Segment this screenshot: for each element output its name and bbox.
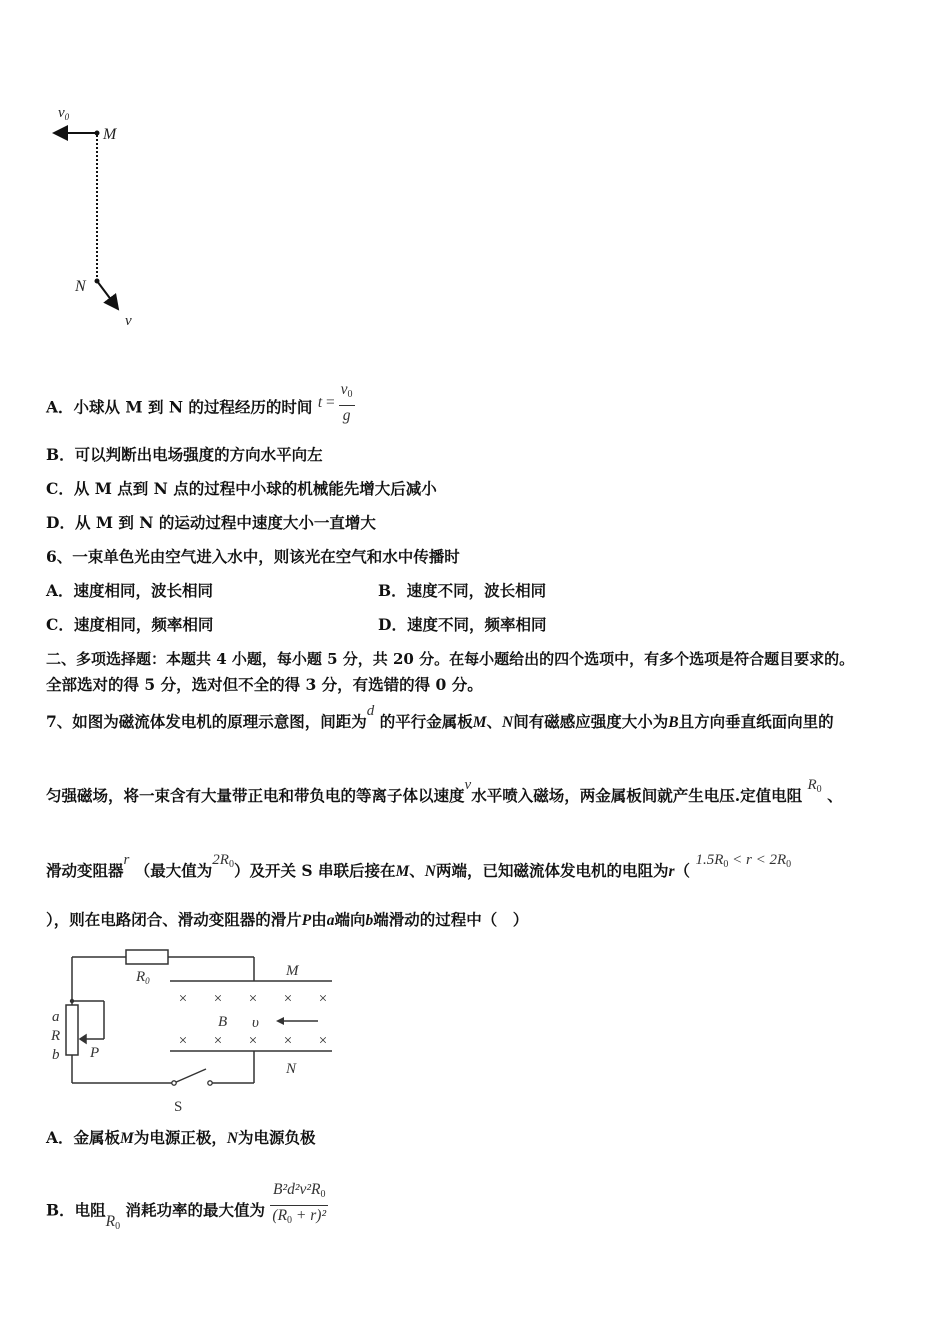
q5-option-d[interactable]: D．从 M 到 N 的运动过程中速度大小一直增大 bbox=[46, 513, 376, 532]
field-cross-1-2: × bbox=[248, 1033, 258, 1049]
r-range-inequality: $1.5R_0 < r < 2R_0$ bbox=[695, 852, 792, 870]
v0-label: $v_0$ bbox=[58, 105, 70, 122]
d-symbol: d bbox=[366, 703, 375, 719]
field-cross-0-4: × bbox=[318, 991, 328, 1007]
motion-diagram bbox=[40, 95, 150, 340]
field-cross-0-3: × bbox=[283, 991, 293, 1007]
q5-option-a[interactable]: A．小球从 M 到 N 的过程经历的时间 t = $\frac{v_0}{g}$ bbox=[46, 381, 353, 424]
b-field-label: B bbox=[218, 1014, 228, 1030]
time-formula: t = $\frac{v_0}{g}$ bbox=[317, 381, 353, 424]
2r0-symbol: $2R_0$ bbox=[212, 852, 234, 870]
r-symbol: r bbox=[123, 852, 130, 868]
q6-option-a[interactable]: A．速度相同，波长相同 bbox=[46, 581, 214, 600]
q5-option-b[interactable]: B．可以判断出电场强度的方向水平向左 bbox=[46, 445, 323, 464]
q6-option-d[interactable]: D．速度不同，频率相同 bbox=[378, 615, 547, 634]
field-cross-0-0: × bbox=[178, 991, 188, 1007]
s-switch-label: S bbox=[174, 1099, 183, 1115]
q6-option-b[interactable]: B．速度不同，波长相同 bbox=[378, 581, 547, 600]
point-m bbox=[95, 131, 100, 136]
velocity-label: υ bbox=[252, 1015, 259, 1031]
section2-heading-line2: 全部选对的得 5 分，选对但不全的得 3 分，有选错的得 0 分。 bbox=[46, 675, 483, 694]
r0-circuit-label: $R_0$ bbox=[136, 969, 150, 986]
q6-option-c[interactable]: C．速度相同，频率相同 bbox=[46, 615, 214, 634]
field-cross-1-3: × bbox=[283, 1033, 293, 1049]
q7-stem-line3: 滑动变阻器r （最大值为$2R_0$）及开关 S 串联后接在M、N两端，已知磁流体发电机的电阻为r（ $1.5R_0 < r < 2R_0$ bbox=[46, 852, 792, 880]
r0-symbol-b: $R_0$ bbox=[105, 1212, 121, 1232]
q7-option-a[interactable]: A．金属板M为电源正极，N为电源负极 bbox=[46, 1128, 316, 1147]
n-label: N bbox=[75, 278, 86, 295]
v-symbol: v bbox=[464, 777, 472, 793]
rheostat-label: R bbox=[51, 1028, 61, 1044]
resistor-r0 bbox=[126, 950, 168, 964]
m-plate-label: M bbox=[286, 963, 299, 979]
field-cross-0-2: × bbox=[248, 991, 258, 1007]
r0-symbol: $R_0$ bbox=[807, 777, 822, 795]
q7-option-b[interactable]: B．电阻$R_0$ 消耗功率的最大值为 $\frac{B^2d^2v^2R_0}{(R_0 + r)^2}$ bbox=[46, 1181, 327, 1232]
q5-option-c[interactable]: C．从 M 点到 N 点的过程中小球的机械能先增大后减小 bbox=[46, 479, 437, 498]
field-cross-1-1: × bbox=[213, 1033, 223, 1049]
q7-stem-line2: 匀强磁场，将一束含有大量带正电和带负电的等离子体以速度v水平喷入磁场，两金属板间就产生电压.定值电阻 $R_0$ 、 bbox=[46, 777, 843, 805]
q7-stem-line4: ），则在电路闭合、滑动变阻器的滑片P由a端向b端滑动的过程中（ ） bbox=[46, 910, 529, 929]
p-slider-label: P bbox=[90, 1045, 100, 1061]
field-cross-0-1: × bbox=[213, 991, 223, 1007]
rheostat-r bbox=[66, 1005, 78, 1055]
section2-heading-line1: 二、多项选择题：本题共 4 小题，每小题 5 分，共 20 分。在每小题给出的四个选项中，有多个选项是符合题目要求的。 bbox=[46, 650, 855, 668]
switch-s[interactable] bbox=[174, 1069, 206, 1083]
field-cross-1-4: × bbox=[318, 1033, 328, 1049]
q7-stem-line1: 7、如图为磁流体发电机的原理示意图，间距为d 的平行金属板M、N间有磁感应强度大小为B且方向垂直纸面向里的 bbox=[46, 703, 834, 731]
b-end-label: b bbox=[52, 1047, 60, 1063]
v-arrow bbox=[97, 281, 118, 309]
v0-over-g-fraction: $\frac{v_0}{g}$ bbox=[340, 381, 353, 424]
v-label: v bbox=[125, 313, 132, 329]
max-power-fraction: $\frac{B^2d^2v^2R_0}{(R_0 + r)^2}$ bbox=[272, 1181, 327, 1226]
q6-stem: 6、一束单色光由空气进入水中，则该光在空气和水中传播时 bbox=[46, 547, 460, 566]
mhd-generator-circuit bbox=[46, 945, 346, 1117]
n-plate-label: N bbox=[286, 1061, 297, 1077]
a-end-label: a bbox=[52, 1009, 60, 1025]
m-label: M bbox=[103, 126, 117, 143]
field-cross-1-0: × bbox=[178, 1033, 188, 1049]
